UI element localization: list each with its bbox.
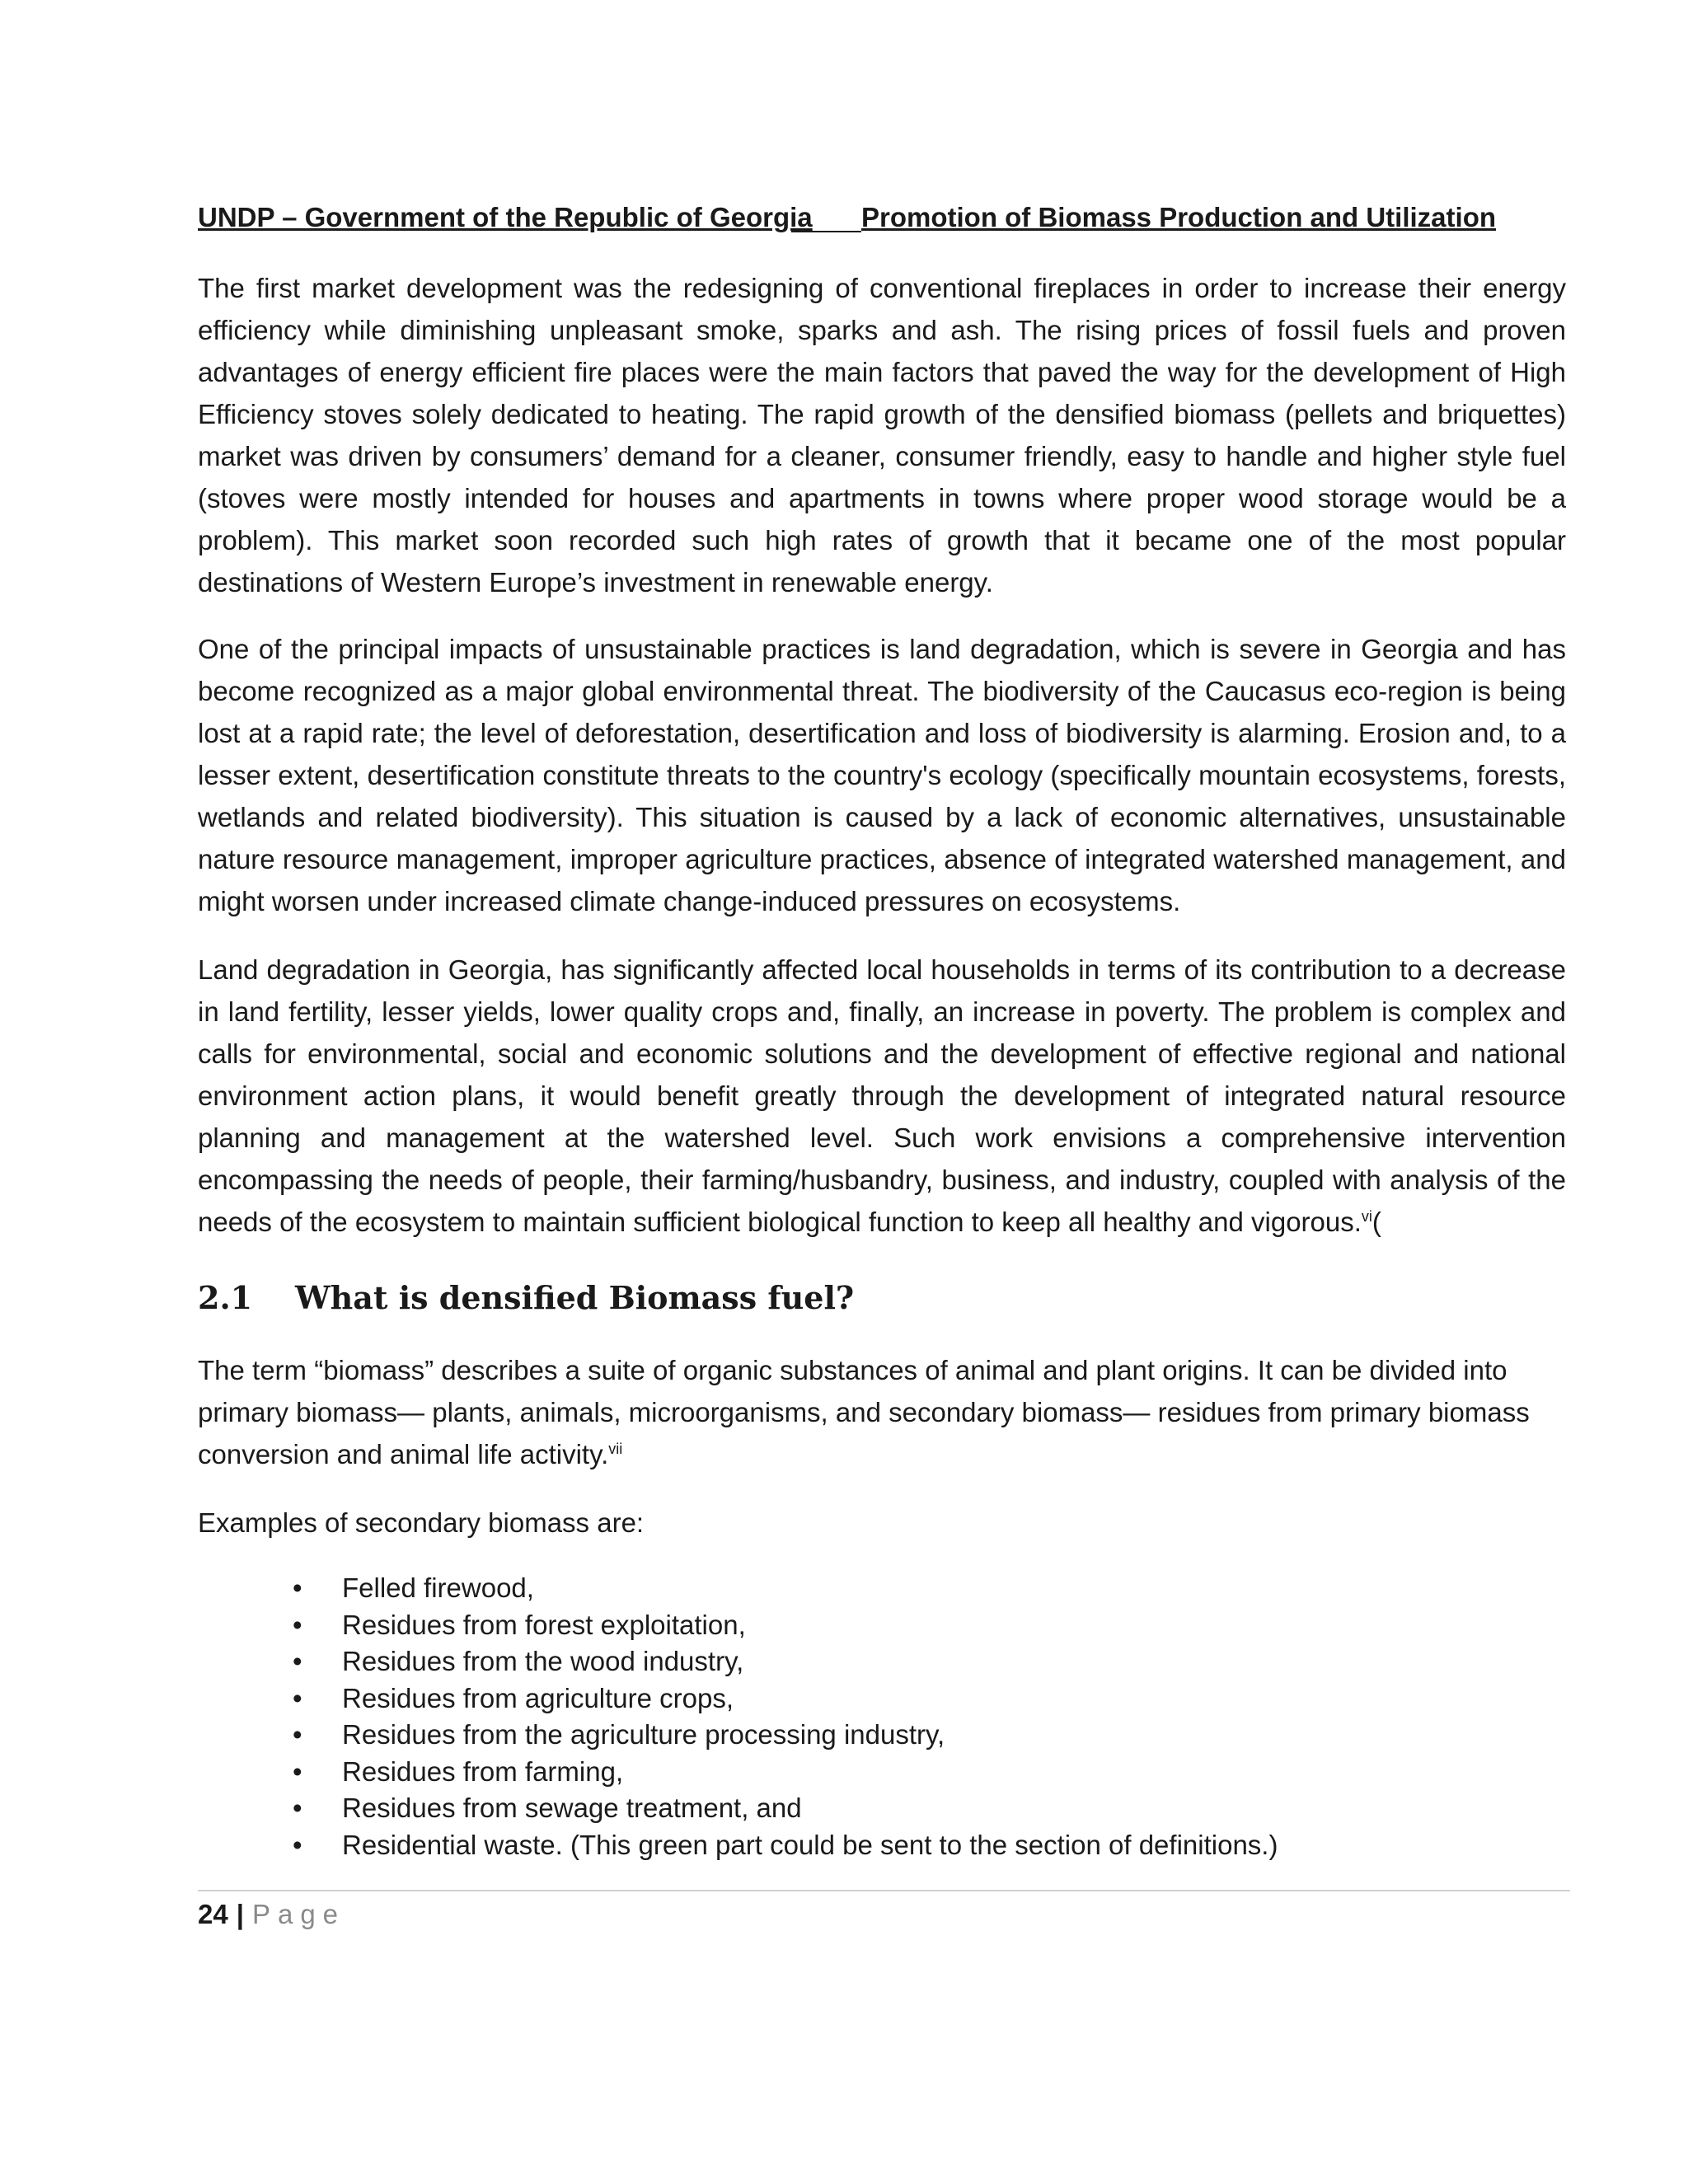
- endnote-reference: vii: [608, 1441, 623, 1457]
- bullet-icon: •: [293, 1609, 302, 1640]
- list-item: [293, 1570, 1278, 1607]
- list-item: [293, 1717, 1278, 1754]
- list-item-text: Residues from sewage treatment, and: [342, 1793, 802, 1823]
- bullet-icon: •: [293, 1682, 302, 1713]
- list-item: [293, 1754, 1278, 1791]
- list-item-text: Residues from the agriculture processing industry,: [342, 1719, 945, 1750]
- list-item-text: Residential waste. (This green part could be sent to the section of definitions.): [342, 1829, 1278, 1860]
- list-item: [293, 1643, 1278, 1680]
- paragraph-market-development: The first market development was the redesigning of conventional fireplaces in order to increase their energy efficiency while diminishing unpleasant smoke, sparks and ash. The rising prices of fossil fuels and proven advantages of energy efficient fire places were the main factors that paved the way for the development of High Efficiency stoves solely dedicated to heating. The rapid growth of the densified biomass (pellets and briquettes) market was driven by consumers’ demand for a cleaner, consumer friendly, easy to handle and higher style fuel (stoves were mostly intended for houses and apartments in towns where proper wood storage would be a problem). This market soon recorded such high rates of growth that it became one of the most popular destinations of Western Europe’s investment in renewable energy.: [198, 273, 1566, 598]
- section-title: What is densified Biomass fuel?: [295, 1279, 855, 1316]
- paragraph-land-degradation-georgia: [198, 949, 1566, 1243]
- header-right-title: Promotion of Biomass Production and Utilization: [861, 202, 1497, 232]
- list-item: [293, 1790, 1278, 1827]
- endnote-reference: vi: [1361, 1208, 1372, 1225]
- page-label: Page: [251, 1899, 346, 1929]
- bullet-icon: •: [293, 1719, 302, 1750]
- list-item: [293, 1827, 1278, 1864]
- section-number: 2.1: [198, 1279, 253, 1316]
- header-left-title: UNDP – Government of the Republic of Georgia: [198, 202, 813, 232]
- header-underline-gap: [791, 196, 861, 232]
- list-item-text: Felled firewood,: [342, 1572, 534, 1603]
- list-item: [293, 1680, 1278, 1718]
- paragraph-examples-intro: Examples of secondary biomass are:: [198, 1507, 645, 1538]
- list-item-text: Residues from agriculture crops,: [342, 1682, 734, 1713]
- footer-divider: [198, 1890, 1570, 1891]
- paragraph-text: The term “biomass” describes a suite of organic substances of animal and plant origins. It can be divided into primary biomass— plants, animals, microorganisms, and secondary biomass— residues from primary biomass conversion and animal life activity.: [198, 1355, 1530, 1469]
- bullet-icon: •: [293, 1572, 302, 1603]
- footer-separator: |: [236, 1899, 244, 1929]
- paragraph-land-degradation-impacts: One of the principal impacts of unsustainable practices is land degradation, which is severe in Georgia and has become recognized as a major global environmental threat. The biodiversity of the Caucasus eco-region is being lost at a rapid rate; the level of deforestation, desertification and loss of biodiversity is alarming. Erosion and, to a lesser extent, desertification constitute threats to the country's ecology (specifically mountain ecosystems, forests, wetlands and related biodiversity). This situation is caused by a lack of economic alternatives, unsustainable nature resource management, improper agriculture practices, absence of integrated watershed management, and might worsen under increased climate change-induced pressures on ecosystems.: [198, 634, 1566, 916]
- page-footer: [198, 1896, 345, 1933]
- page-number: 24: [198, 1899, 228, 1929]
- list-item-text: Residues from the wood industry,: [342, 1646, 744, 1676]
- list-item-text: Residues from farming,: [342, 1755, 624, 1787]
- paragraph-biomass-definition: [198, 1349, 1566, 1475]
- paragraph-trailing-char: (: [1372, 1207, 1381, 1237]
- paragraph-text: Land degradation in Georgia, has significantly affected local households in terms of its contribution to a decrease in land fertility, lesser yields, lower quality crops and, finally, an increase in poverty. The problem is complex and calls for environmental, social and economic solutions and the development of effective regional and national environment action plans, it would benefit greatly through the development of integrated natural resource planning and management at the watershed level. Such work envisions a comprehensive intervention encompassing the needs of people, their farming/husbandry, business, and industry, coupled with analysis of the needs of the ecosystem to maintain sufficient biological function to keep all healthy and vigorous.: [198, 954, 1566, 1237]
- list-item-text: Residues from forest exploitation,: [342, 1609, 746, 1640]
- list-item: [293, 1607, 1278, 1644]
- bullet-icon: •: [293, 1755, 302, 1787]
- bullet-icon: •: [293, 1829, 302, 1860]
- section-heading: [198, 1277, 854, 1319]
- bullet-icon: •: [293, 1793, 302, 1823]
- secondary-biomass-list: [293, 1570, 1278, 1863]
- bullet-icon: •: [293, 1646, 302, 1676]
- page-header: [198, 199, 1533, 236]
